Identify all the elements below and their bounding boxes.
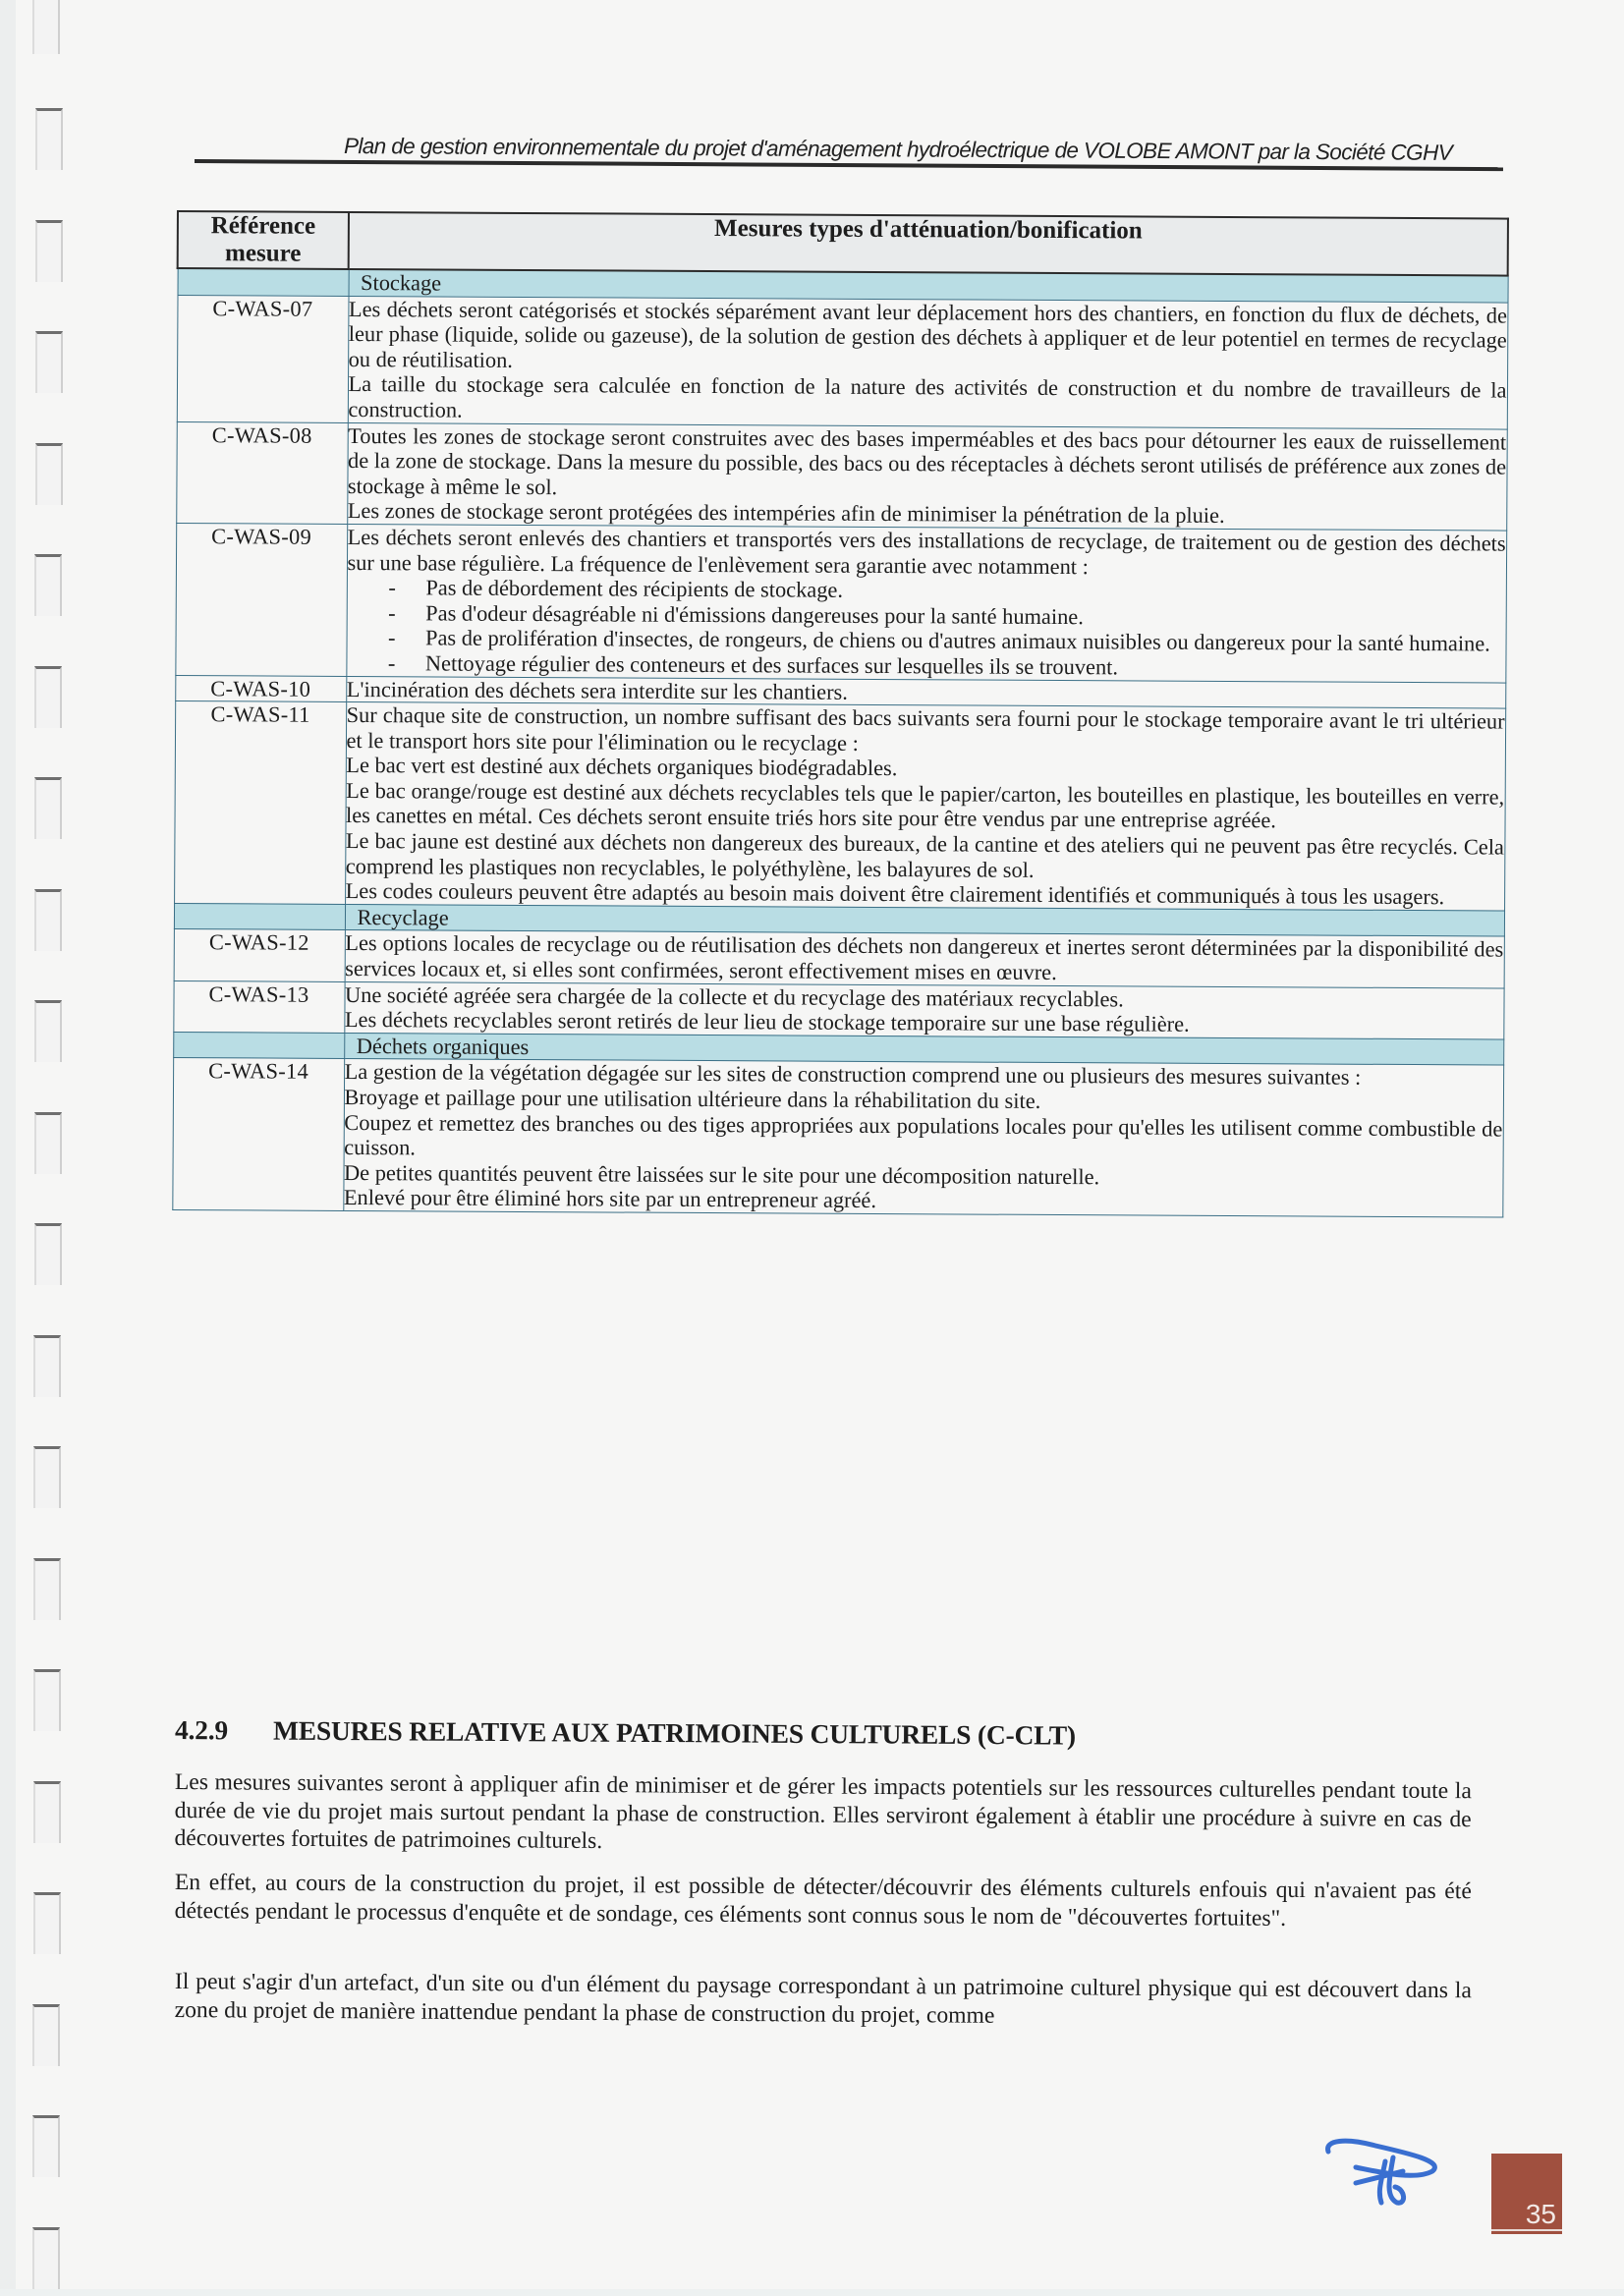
section-number: 4.2.9 xyxy=(174,1714,229,1746)
measure-reference: C-WAS-14 xyxy=(172,1058,344,1211)
section-label: Déchets organiques xyxy=(344,1033,1503,1065)
binding-hole xyxy=(33,1558,61,1620)
binding-hole xyxy=(32,2115,60,2177)
binding-hole xyxy=(34,554,62,616)
column-header-measures: Mesures types d'atténuation/bonification xyxy=(349,212,1508,276)
binding-hole xyxy=(33,1892,61,1954)
section-label: Recyclage xyxy=(345,904,1504,936)
body-paragraph: Il peut s'agir d'un artefact, d'un site ou d'un élément du paysage correspondant à un patrimoine culturel physique qui est découvert dans la zone du projet de manière inattendue pendant la phase de construction du projet, comme xyxy=(174,1969,1472,2029)
table-header-row xyxy=(178,211,1508,276)
table-row xyxy=(174,929,1504,988)
measure-reference: C-WAS-07 xyxy=(177,295,349,422)
section-ref-cell xyxy=(174,903,345,930)
table-row xyxy=(174,701,1505,911)
binding-hole xyxy=(34,777,62,839)
measure-reference: C-WAS-09 xyxy=(175,523,347,676)
measure-paragraph: Les déchets seront enlevés des chantiers et transportés vers des installations de recyclage, de traitement ou de gestion des déchets sur une base régulière. La fréquence de l'enlèvement sera garantie avec notamment : xyxy=(347,524,1506,579)
measure-paragraph: Les déchets seront catégorisés et stockés séparément avant leur déplacement hors des chantiers, en fonction du flux de déchets, de leur phase (liquide, solide ou gazeuse), de la solution de gestion des déchets à appliquer et de leur potentiel en termes de recyclage ou de réutilisation. xyxy=(348,296,1507,372)
measures-table xyxy=(171,210,1509,1218)
section-ref-cell xyxy=(173,1032,344,1059)
binding-hole xyxy=(32,0,60,54)
binding-hole xyxy=(35,331,63,393)
measure-paragraph: Les déchets recyclables seront retirés de leur lieu de stockage temporaire sur une base régulière. xyxy=(344,1007,1190,1036)
measure-reference: C-WAS-08 xyxy=(176,421,348,524)
measure-reference: C-WAS-12 xyxy=(174,929,345,981)
table-row xyxy=(172,1058,1503,1217)
table-row xyxy=(173,980,1503,1039)
measure-paragraph: De petites quantités peuvent être laissées sur le site pour une décomposition naturelle. xyxy=(343,1159,1100,1190)
binding-hole xyxy=(34,1000,62,1062)
signature-mark xyxy=(1316,2132,1454,2220)
measure-paragraph: Les zones de stockage seront protégées des intempéries afin de minimiser la pénétration de la pluie. xyxy=(347,498,1225,529)
binding-hole xyxy=(32,2004,60,2066)
binding-hole xyxy=(35,443,63,505)
measure-description xyxy=(343,1059,1503,1217)
body-paragraph: Les mesures suivantes seront à appliquer afin de minimiser et de gérer les impacts potentiels sur les ressources culturelles pendant toute la durée de vie du projet mais surtout pendant la phase de construction. Elles serviront également à établir une procédure à suivre en cas de découvertes fortuites de patrimoines culturels. xyxy=(174,1769,1472,1855)
binding-hole xyxy=(34,666,62,728)
measure-paragraph: Les options locales de recyclage ou de réutilisation des déchets non dangereux et inertes seront déterminées par la disponibilité des services locaux et, si elles sont confirmées, seront effectivement mises en œuvre. xyxy=(345,930,1504,985)
measure-paragraph: La gestion de la végétation dégagée sur les sites de construction comprend une ou plusieurs des mesures suivantes : xyxy=(344,1059,1362,1091)
scan-edge-bottom xyxy=(0,2289,1624,2296)
binding-hole xyxy=(33,1446,61,1508)
section-label: Stockage xyxy=(349,269,1508,303)
binding-hole xyxy=(33,1669,61,1731)
page-number-box xyxy=(1491,2154,1562,2234)
measure-reference: C-WAS-10 xyxy=(175,675,346,702)
binding-hole xyxy=(35,220,63,282)
measure-paragraph: Le bac vert est destiné aux déchets organiques biodégradables. xyxy=(346,753,898,781)
binding-hole xyxy=(33,1335,61,1397)
column-header-reference: Référence mesure xyxy=(178,211,349,269)
binding-hole xyxy=(34,889,62,951)
measure-description xyxy=(345,702,1505,911)
section-heading xyxy=(175,1714,1076,1752)
measure-description xyxy=(346,524,1506,682)
measure-bullet: - Pas d'odeur désagréable ni d'émissions dangereuses pour la santé humaine. xyxy=(388,600,1505,632)
measure-bullet: - Pas de prolifération d'insectes, de rongeurs, de chiens ou d'autres animaux nuisibles ou dangereux pour la santé humaine. xyxy=(388,626,1505,657)
measure-bullet: - Pas de débordement des récipients de stockage. xyxy=(388,575,1505,606)
measure-paragraph: Le bac orange/rouge est destiné aux déchets recyclables tels que le papier/carton, les bouteilles en plastique, les bouteilles en verre, les canettes en métal. Ces déchets seront ensuite triés hors site pour être vendus par une entreprise agréée. xyxy=(345,777,1505,833)
body-paragraph: En effet, au cours de la construction du projet, il est possible de détecter/découvrir des éléments culturels enfouis qui n'avaient pas été détectés pendant le processus d'enquête et de sondage, ces éléments sont connus sous le nom de "découvertes fortuites". xyxy=(174,1870,1472,1932)
measure-paragraph: Le bac jaune est destiné aux déchets non dangereux des bureaux, de la cantine et des ateliers qui ne peuvent pas être recyclés. Cela comprend les plastiques non recyclables, le polyéthylène, les balayures de sol. xyxy=(345,828,1504,882)
table-row xyxy=(176,421,1507,531)
binding-hole xyxy=(34,1223,62,1285)
section-ref-cell xyxy=(178,268,349,296)
section-title: MESURES RELATIVE AUX PATRIMOINES CULTURELS (C-CLT) xyxy=(272,1714,1077,1751)
page-number-underline xyxy=(1491,2229,1562,2231)
binding-hole xyxy=(35,108,63,170)
measure-reference: C-WAS-13 xyxy=(173,980,344,1033)
page-number: 35 xyxy=(1525,2199,1556,2229)
measure-description xyxy=(347,422,1507,531)
measure-paragraph: Toutes les zones de stockage seront construites avec des bases imperméables et des bacs pour détourner les eaux de ruissellement de la zone de stockage. Dans la mesure du possible, des bacs ou des réceptacles à déchets seront utilisés de préférence aux zones de stockage à même le sol. xyxy=(347,422,1507,499)
measure-paragraph: La taille du stockage sera calculée en fonction de la nature des activités de construction et du nombre de travailleurs de la construction. xyxy=(348,371,1507,422)
measure-paragraph: Enlevé pour être éliminé hors site par un entrepreneur agréé. xyxy=(343,1185,877,1213)
binding-hole xyxy=(33,1781,61,1843)
measure-reference: C-WAS-11 xyxy=(174,701,346,905)
measure-paragraph: Les codes couleurs peuvent être adaptés au besoin mais doivent être clairement identifiés et communiqués à tous les usagers. xyxy=(345,878,1445,910)
measure-paragraph: Coupez et remettez des branches ou des tiges appropriées aux populations locales pour qu'elles les utilisent comme combustible de cuisson. xyxy=(344,1109,1503,1160)
table-row xyxy=(175,523,1506,682)
measure-paragraph: L'incinération des déchets sera interdite sur les chantiers. xyxy=(346,676,848,704)
table-body xyxy=(172,268,1507,1217)
measure-paragraph: Une société agréée sera chargée de la collecte et du recyclage des matériaux recyclables. xyxy=(344,981,1124,1012)
measure-bullet: - Nettoyage régulier des conteneurs et des surfaces sur lesquelles ils se trouvent. xyxy=(388,650,1505,682)
measure-paragraph: Sur chaque site de construction, un nombre suffisant des bacs suivants sera fourni pour le stockage temporaire avant le tri ultérieur et le transport hors site pour l'élimination ou le recyclage : xyxy=(346,702,1505,756)
measure-bullet-list xyxy=(347,575,1506,682)
measure-description xyxy=(345,930,1504,988)
running-header: Plan de gestion environnementale du projet d'aménagement hydroélectrique de VOLOBE AMONT par la Société CGHV xyxy=(343,134,1453,165)
measure-description xyxy=(348,296,1508,429)
binding-hole xyxy=(34,1112,62,1174)
table-row xyxy=(177,295,1508,429)
scan-edge xyxy=(0,0,16,2296)
binding-hole xyxy=(32,2227,60,2289)
measure-paragraph: Broyage et paillage pour une utilisation ultérieure dans la réhabilitation du site. xyxy=(344,1084,1041,1113)
measure-description xyxy=(344,981,1503,1039)
